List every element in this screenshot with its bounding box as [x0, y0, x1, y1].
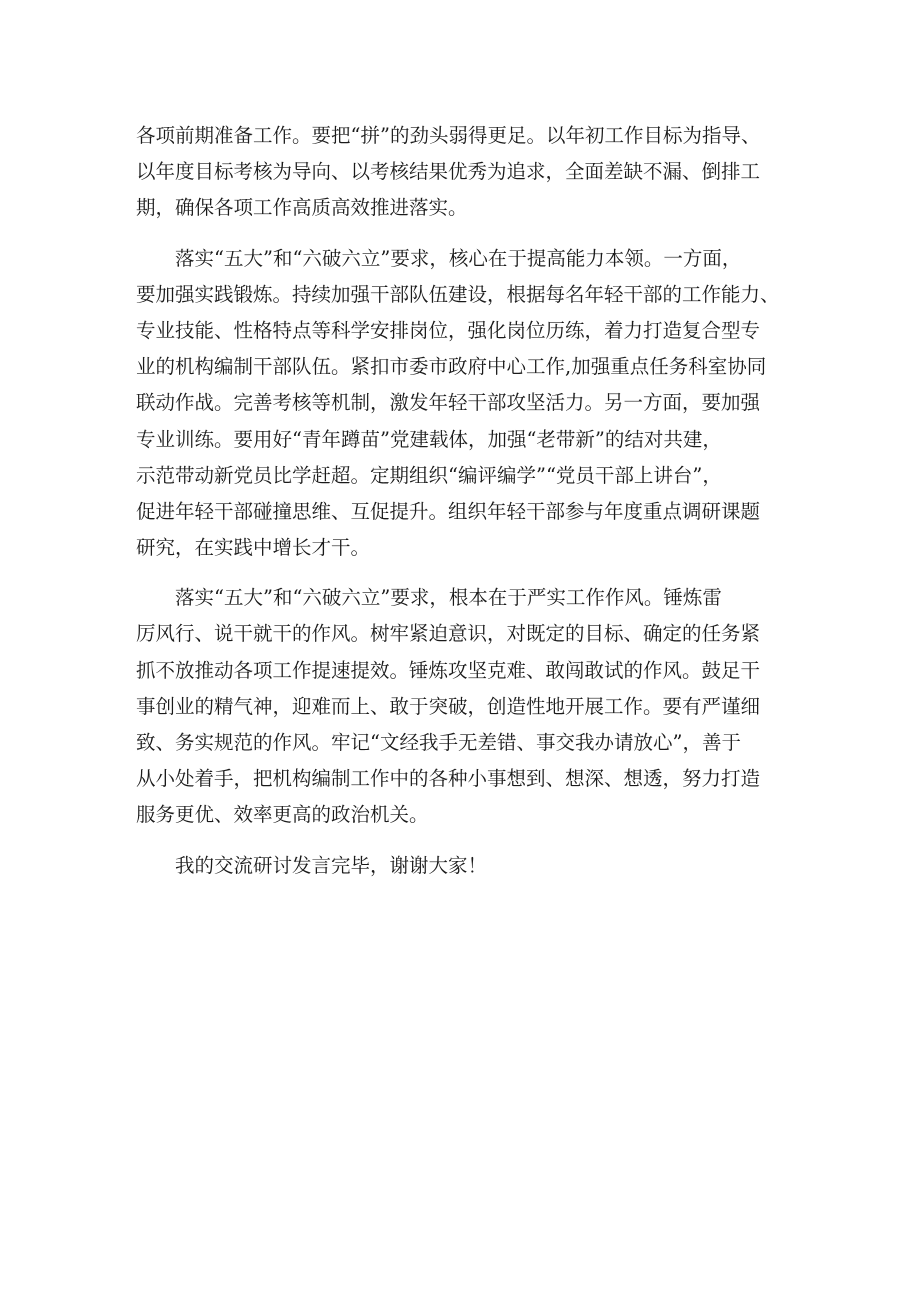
- paragraph-spacer: [136, 566, 796, 580]
- text-line: 抓不放推动各项工作提速提效。锤炼攻坚克难、敢闯敢试的作风。鼓足干: [136, 658, 761, 682]
- text-line: 事创业的精气神，迎难而上、敢于突破，创造性地开展工作。要有严谨细: [136, 694, 761, 718]
- text-line: 服务更优、效率更高的政治机关。: [136, 803, 429, 827]
- paragraph-spacer: [136, 834, 796, 848]
- text-line: 落实“五大”和“六破六立”要求，根本在于严实工作作风。锤炼雷: [175, 586, 722, 610]
- paragraph-2: [136, 241, 796, 567]
- paragraph-spacer: [136, 227, 796, 241]
- paragraph-1: [136, 118, 796, 227]
- text-line: 示范带动新党员比学赶超。定期组织“编评编学”“党员干部上讲台”，: [136, 463, 722, 487]
- text-line: 期，确保各项工作高质高效推进落实。: [136, 196, 468, 220]
- text-line: 厉风行、说干就干的作风。树牢紧迫意识，对既定的目标、确定的任务紧: [136, 622, 761, 646]
- text-line: 我的交流研讨发言完毕，谢谢大家！: [175, 853, 488, 877]
- text-line: 专业训练。要用好“青年蹲苗”党建载体，加强“老带新”的结对共建，: [136, 427, 722, 451]
- text-line: 联动作战。完善考核等机制，激发年轻干部攻坚活力。另一方面，要加强: [136, 391, 761, 415]
- document-body: [136, 118, 796, 884]
- text-line: 各项前期准备工作。要把“拼”的劲头弱得更足。以年初工作目标为指导、: [136, 124, 761, 147]
- text-line: 落实“五大”和“六破六立”要求，核心在于提高能力本领。一方面，: [175, 246, 742, 270]
- text-line: 业的机构编制干部队伍。紧扣市委市政府中心工作,加强重点任务科室协同: [136, 355, 767, 379]
- paragraph-3: [136, 580, 796, 833]
- text-line: 促进年轻干部碰撞思维、互促提升。组织年轻干部参与年度重点调研课题: [136, 499, 761, 523]
- paragraph-4: [136, 848, 796, 884]
- text-line: 致、务实规范的作风。牢记“文经我手无差错、事交我办请放心”，善于: [136, 731, 741, 754]
- text-line: 从小处着手，把机构编制工作中的各种小事想到、想深、想透，努力打造: [136, 767, 761, 791]
- text-line: 要加强实践锻炼。持续加强干部队伍建设，根据每名年轻干部的工作能力、: [136, 282, 780, 306]
- text-line: 以年度目标考核为导向、以考核结果优秀为追求，全面差缺不漏、倒排工: [136, 160, 761, 184]
- text-line: 专业技能、性格特点等科学安排岗位，强化岗位历练，着力打造复合型专: [136, 318, 761, 342]
- text-line: 研究，在实践中增长才干。: [136, 536, 371, 560]
